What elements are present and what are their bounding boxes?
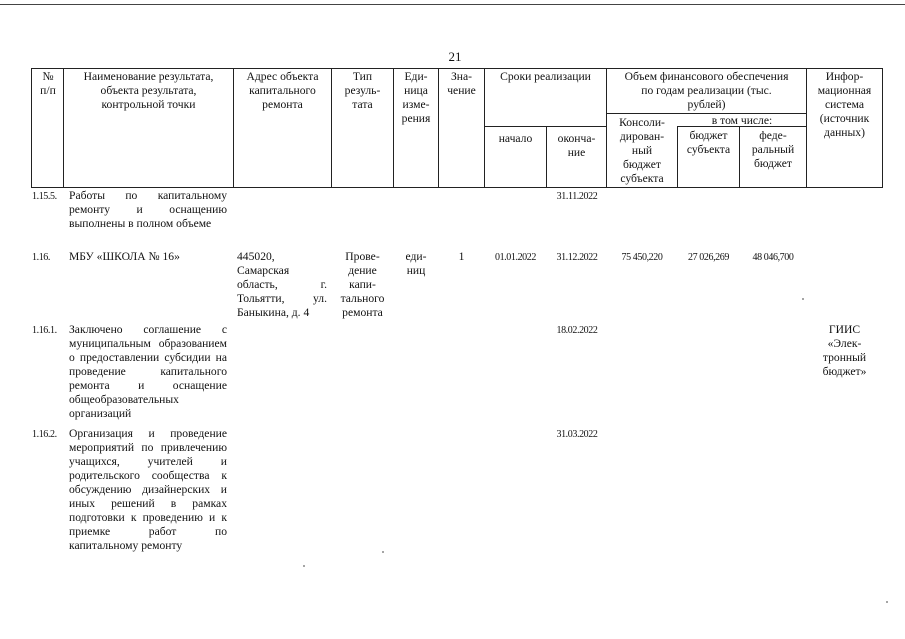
row-end-date: 31.03.2022 bbox=[556, 429, 598, 440]
header-financing-volume: Объем финансового обеспечения по годам реализации (тыс. рублей) bbox=[624, 70, 789, 111]
row-result-name: Заключено соглашение с муниципальным образованием о предоставлении субсидии на проведение капитального ремонта и оснащение общеобразовательных организаций bbox=[69, 323, 227, 420]
row-result-name: Организация и проведение мероприятий по привлечению учащихся, учителей и родительского сообщества к обсуждению дизайнерских и иных решений в рамках подготовки к проведению и к приемке работ по капитальному ремонту bbox=[69, 427, 227, 552]
row-result-name: МБУ «ШКОЛА № 16» bbox=[69, 250, 180, 263]
header-result-name: Наименование результата, объекта результата, контрольной точки bbox=[83, 70, 214, 111]
page-number: 21 bbox=[448, 49, 462, 64]
header-result-type: Тип резуль- тата bbox=[344, 70, 381, 111]
row-consolidated-budget: 75 450,220 bbox=[621, 252, 663, 263]
row-number: 1.15.5. bbox=[32, 191, 57, 202]
row-federal-budget: 48 046,700 bbox=[752, 252, 794, 263]
header-end: оконча- ние bbox=[557, 132, 596, 159]
header-start: начало bbox=[498, 132, 533, 145]
header-consolidated-budget: Консоли- дирован- ный бюджет субъекта bbox=[619, 116, 665, 185]
header-including: в том числе: bbox=[711, 114, 773, 127]
header-terms: Сроки реализации bbox=[500, 70, 591, 83]
row-end-date: 31.12.2022 bbox=[556, 252, 598, 263]
row-info-system: ГИИС «Элек- тронный бюджет» bbox=[822, 323, 867, 378]
row-end-date: 31.11.2022 bbox=[556, 191, 598, 202]
header-info-system: Инфор- мационная система (источник данных) bbox=[817, 70, 872, 139]
row-result-type: Прове- дение капи- тального ремонта bbox=[340, 250, 385, 319]
row-number: 1.16. bbox=[32, 252, 51, 263]
scan-speck bbox=[382, 551, 384, 553]
row-address: 445020, Самарская область, г. Тольятти, ул. Баныкина, д. 4 bbox=[237, 250, 327, 319]
header-subject-budget: бюджет субъекта bbox=[686, 129, 731, 156]
row-unit: еди- ниц bbox=[405, 250, 427, 277]
scan-speck bbox=[886, 601, 888, 603]
header-unit: Еди- ница изме- рения bbox=[401, 70, 431, 125]
row-start-date: 01.01.2022 bbox=[494, 252, 536, 263]
header-value: Зна- чение bbox=[447, 70, 476, 97]
row-value: 1 bbox=[458, 250, 465, 263]
row-end-date: 18.02.2022 bbox=[556, 325, 598, 336]
row-number: 1.16.1. bbox=[32, 325, 57, 336]
scan-speck bbox=[802, 298, 804, 300]
scan-speck bbox=[303, 565, 305, 567]
header-number: № п/п bbox=[40, 70, 56, 97]
header-federal-budget: феде- ральный бюджет bbox=[751, 129, 795, 170]
row-subject-budget: 27 026,269 bbox=[687, 252, 729, 263]
header-address: Адрес объекта капитального ремонта bbox=[246, 70, 319, 111]
row-result-name: Работы по капитальному ремонту и оснащению выполнены в полном объеме bbox=[69, 189, 227, 230]
row-number: 1.16.2. bbox=[32, 429, 57, 440]
